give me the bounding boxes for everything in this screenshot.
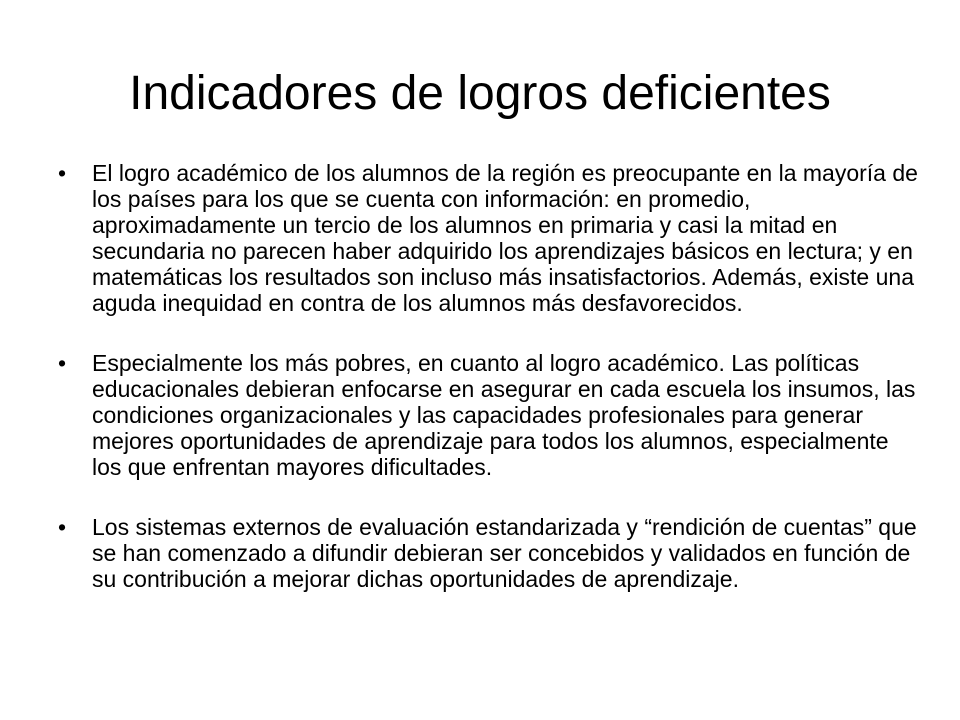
bullet-item-2	[58, 350, 918, 480]
bullet-item-1	[58, 160, 918, 316]
bullet-text: Los sistemas externos de evaluación estandarizada y “rendición de cuentas” que se han comenzado a difundir debieran ser concebidos y validados en función de su contribución a mejorar dichas oportunidades de aprendizaje.	[92, 514, 917, 592]
bullet-text: Especialmente los más pobres, en cuanto al logro académico. Las políticas educacionales debieran enfocarse en asegurar en cada escuela los insumos, las condiciones organizacionales y las capacidades profesionales para generar mejores oportunidades de aprendizaje para todos los alumnos, especialmente los que enfrentan mayores dificultades.	[92, 350, 916, 480]
bullet-item-3	[58, 514, 918, 592]
bullet-text: El logro académico de los alumnos de la región es preocupante en la mayoría de los países para los que se cuenta con información: en promedio, aproximadamente un tercio de los alumnos en primaria y casi la mitad en secundaria no parecen haber adquirido los aprendizajes básicos en lectura; y en matemáticas los resultados son incluso más insatisfactorios. Además, existe una aguda inequidad en contra de los alumnos más desfavorecidos.	[92, 160, 918, 316]
bullet-list	[58, 160, 918, 592]
bullet-marker: •	[58, 350, 67, 376]
bullet-marker: •	[58, 514, 67, 540]
bullet-marker: •	[58, 160, 67, 186]
slide-title: Indicadores de logros deficientes	[129, 67, 831, 120]
